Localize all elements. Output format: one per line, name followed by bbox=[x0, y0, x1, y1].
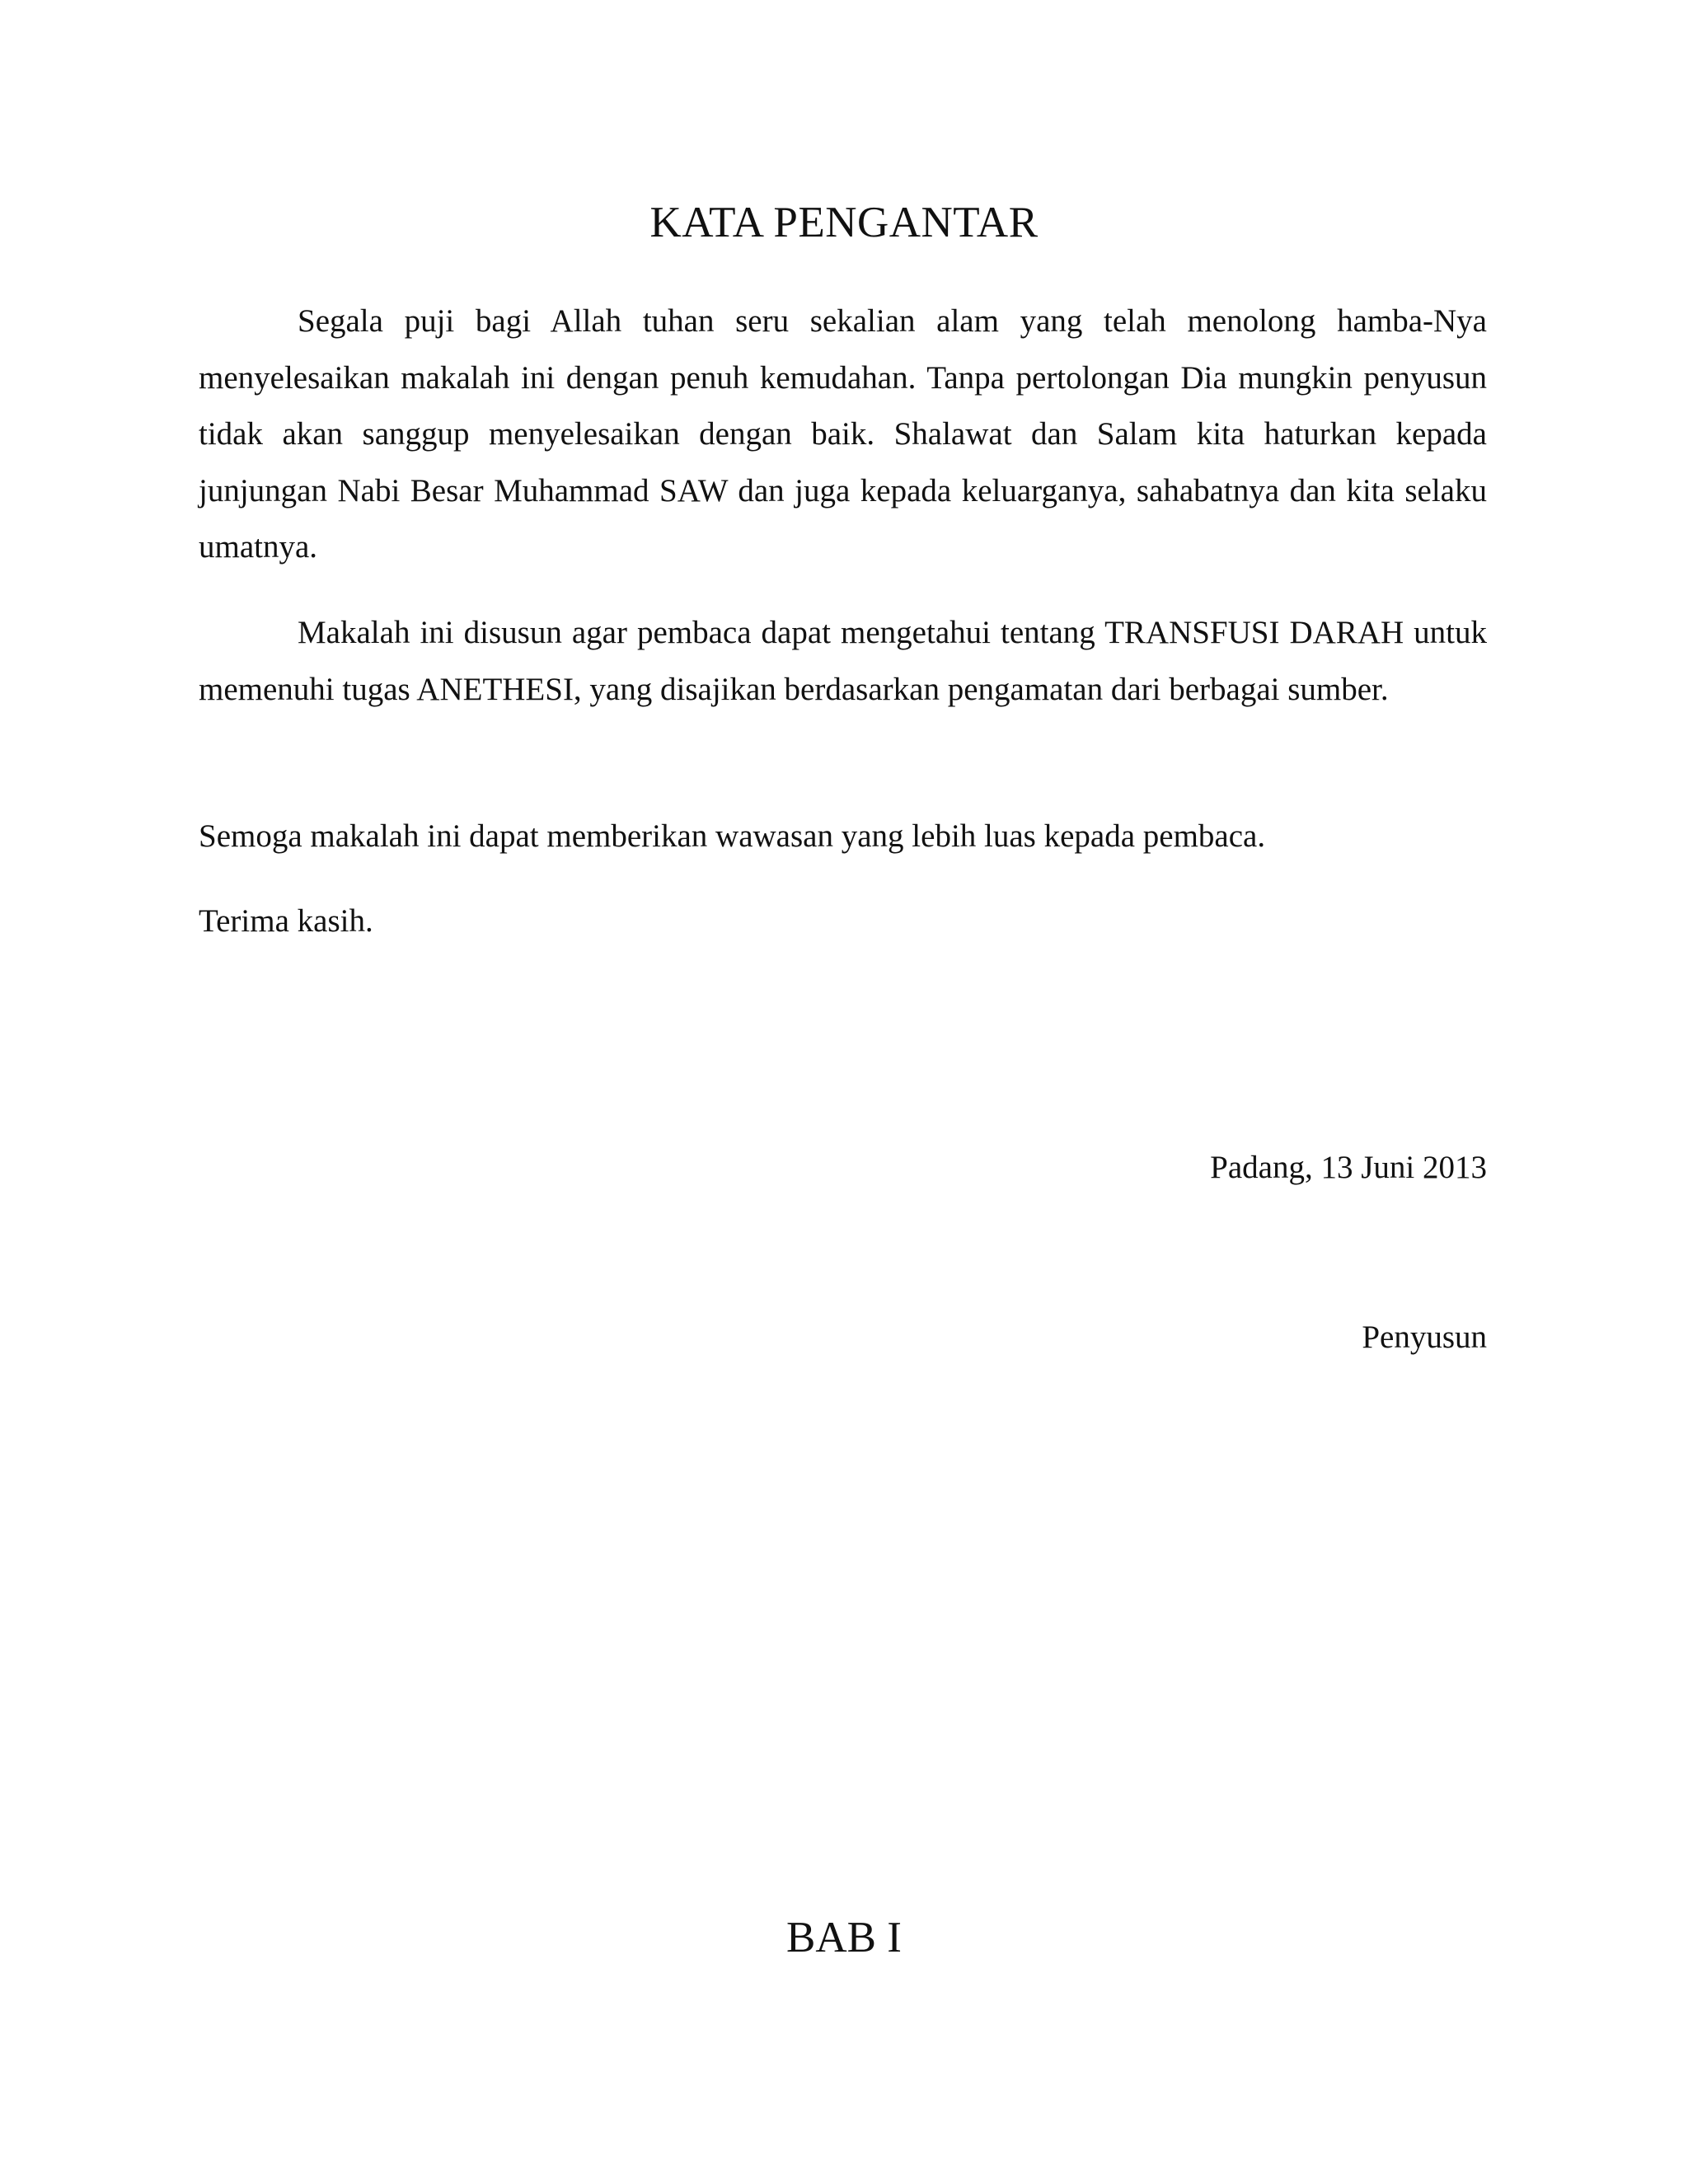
paragraph-opening: Segala puji bagi Allah tuhan seru sekalian alam yang telah menolong hamba-Nya menyelesaikan makalah ini dengan penuh kemudahan. Tanpa pertolongan Dia mungkin penyusun tidak akan sanggup menyelesaikan dengan baik. Shalawat dan Salam kita haturkan kepada junjungan Nabi Besar Muhammad SAW dan juga kepada keluarganya, sahabatnya dan kita selaku umatnya. bbox=[199, 303, 1487, 565]
page-title: KATA PENGANTAR bbox=[649, 199, 1039, 246]
chapter-heading: BAB I bbox=[786, 1914, 902, 1961]
paragraph-thanks: Terima kasih. bbox=[199, 903, 373, 939]
paragraph-purpose: Makalah ini disusun agar pembaca dapat mengetahui tentang TRANSFUSI DARAH untuk memenuhi tugas ANETHESI, yang disajikan berdasarkan pengamatan dari berbagai sumber. bbox=[199, 615, 1487, 707]
author-signature: Penyusun bbox=[1362, 1319, 1487, 1355]
place-date: Padang, 13 Juni 2013 bbox=[1210, 1150, 1487, 1185]
paragraph-hope: Semoga makalah ini dapat memberikan wawasan yang lebih luas kepada pembaca. bbox=[199, 818, 1266, 854]
